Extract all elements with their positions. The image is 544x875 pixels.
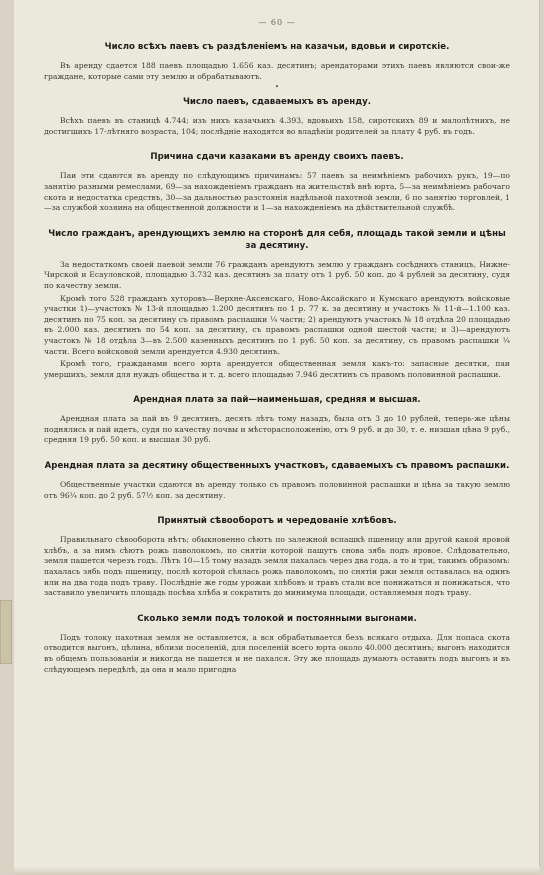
section-share-rent bbox=[44, 394, 510, 446]
section-shares-count bbox=[44, 41, 510, 82]
section-heading: Принятый сѣвооборотъ и чередованiе хлѣбовъ. bbox=[157, 516, 397, 527]
section-heading: Арендная плата за пай—наименьшая, средняя и высшая. bbox=[133, 395, 421, 406]
paragraph: Кромѣ того, гражданами всего юрта арендуется общественная земля какъ-то: запасные десятки, паи умершихъ, земля для нуждъ общества и т. д. всего площадью 7.946 десятинъ съ правомъ половинной распашки. bbox=[44, 359, 510, 379]
section-rented-shares bbox=[44, 96, 510, 137]
section-rent-reasons bbox=[44, 151, 510, 213]
page-tab bbox=[0, 600, 12, 664]
paragraph: Всѣхъ паевъ въ станицѣ 4.744; изъ нихъ казачьихъ 4.393, вдовьихъ 158, сиротскихъ 89 и малолѣтнихъ, не достигшихъ 17-лѣтняго возраста, 104; послѣднiе находятся во владѣнiи родителей за плату 4 руб. въ годъ. bbox=[44, 116, 510, 136]
section-pasture bbox=[44, 613, 510, 675]
paragraph: За недостаткомъ своей паевой земли 76 гражданъ арендуютъ землю у гражданъ сосѣднихъ станицъ, Нижне-Чирской и Есауловской, площадью 3.732 каз. десятинъ за плату отъ 1 руб. 50 коп. до 4 рублей за десятину, судя по качеству земли. bbox=[44, 259, 510, 290]
section-heading: Причина сдачи казаками въ аренду своихъ паевъ. bbox=[150, 152, 404, 163]
paragraph: Подъ толоку пахотная земля не оставляется, а вся обрабатывается безъ всякаго отдыха. Для попаса скота отводится выгонъ, цѣлина, вблизи поселенiй, для поселенiй всего юрта около 40.000 десятинъ; выгонъ находится въ общемъ пользованiи и никогда не пашется и не пахался. Эту же площадь думаютъ оставить подъ выгонъ и въ слѣдующемъ передѣлѣ, да она и мало пригодна bbox=[44, 632, 510, 674]
section-public-land-rent bbox=[44, 460, 510, 501]
section-heading: Число гражданъ, арендующихъ землю на сторонѣ для себя, площадь такой земли и цѣны за десятину. bbox=[48, 228, 506, 251]
paragraph: Правильнаго сѣвооборота нѣтъ; обыкновенно сѣютъ по залежной вспашкѣ пшеницу или другой какой яровой хлѣбъ, а за нимъ сѣютъ рожь паволокомъ, по снятiи которой пашутъ снова зябь подъ яровое. Слѣдовательно, земля пашется черезъ годъ. Лѣтъ 10—15 тому назадъ земля пахалась через два года, а то и три, такимъ образомъ: пахалась зябь подъ пшеницу, послѣ которой сѣялась рожь паволокомъ, по снятiи ржи земля оставалась на одинъ или на два года подъ траву. Послѣднiе же годы урожаи хлѣбовъ и травъ стали все понижаться и понижаться, что заставило увеличить площадь посѣва хлѣба и сократить до минимума площади, оставляемыя подъ траву. bbox=[44, 535, 510, 598]
document-page bbox=[44, 18, 510, 677]
section-heading: Число паевъ, сдаваемыхъ въ аренду. bbox=[182, 97, 372, 108]
section-heading: Число всѣхъ паевъ съ раздѣленiемъ на казачьи, вдовьи и сиротскiе. bbox=[104, 42, 450, 52]
page-bottom-edge bbox=[14, 867, 540, 875]
section-heading: Арендная плата за десятину общественныхъ участковъ, сдаваемыхъ съ правомъ распашки. bbox=[44, 461, 510, 472]
paragraph: Паи эти сдаются въ аренду по слѣдующимъ причинамъ: 57 паевъ за неимѣнiемъ рабочихъ рукъ, 19—по занятiю разными ремеслами, 69—за нахожденiемъ гражданъ на жительствѣ внѣ юрта, 5—за неимѣнiемъ рабочаго скота и недостатка средствъ, 30—за дальностью разстоянiя надѣльной пахотной земли, 6 по занятiю торговлей, 1—за службой хозяина на общественной должности и 1—за нахожденiемъ на дѣйствительной службѣ. bbox=[44, 171, 510, 213]
paragraph: Арендная плата за пай въ 9 десятинъ, десять лѣтъ тому назадъ, была отъ 3 до 10 рублей, теперь-же цѣны поднялись и пай идетъ, судя по качеству почвы и мѣсторасположенiю, отъ 9 руб. и до 30, т. е. низшая цѣна 9 руб., средняя 19 руб. 50 коп. и высшая 30 руб. bbox=[44, 414, 510, 445]
page-number: — 60 — bbox=[258, 18, 296, 27]
paragraph: Въ аренду сдается 188 паевъ площадью 1.656 каз. десятинъ; арендаторами этихъ паевъ являются свои-же граждане, которые сами эту землю и обрабатываютъ. bbox=[44, 61, 510, 81]
paragraph: Общественные участки сдаются въ аренду только съ правомъ половинной распашки и цѣна за такую землю отъ 96¼ коп. до 2 руб. 57½ коп. за десятину. bbox=[44, 480, 510, 500]
section-crop-rotation bbox=[44, 515, 510, 599]
section-outside-land bbox=[44, 228, 510, 381]
paragraph: Кромѣ того 528 гражданъ хуторовъ—Верхне-Аксенскаго, Ново-Аксайскаго и Кумскаго арендуютъ войсковые участки 1)—участокъ № 13-й площадью 1.200 десятинъ по 1 р. 77 к. за десятину и участокъ № 11-й—1.100 каз. десятинъ по 75 коп. за десятину съ правомъ распашки ¼ части; 2) арендуютъ участокъ № 18 отдѣла 20 площадью въ 2.000 каз. десятинъ по 54 коп. за десятину, съ правомъ распашки одной шестой части; и 3)—арендуютъ участокъ № 18 отдѣла 3—въ 2.500 казенныхъ десятинъ по 1 руб. 50 коп. за десятину, съ правомъ распашки ¼ части. Всего войсковой земли арендуется 4.930 десятинъ. bbox=[44, 293, 510, 356]
section-heading: Сколько земли подъ толокой и постоянными выгонами. bbox=[137, 613, 417, 624]
ink-mark: • bbox=[274, 83, 280, 92]
